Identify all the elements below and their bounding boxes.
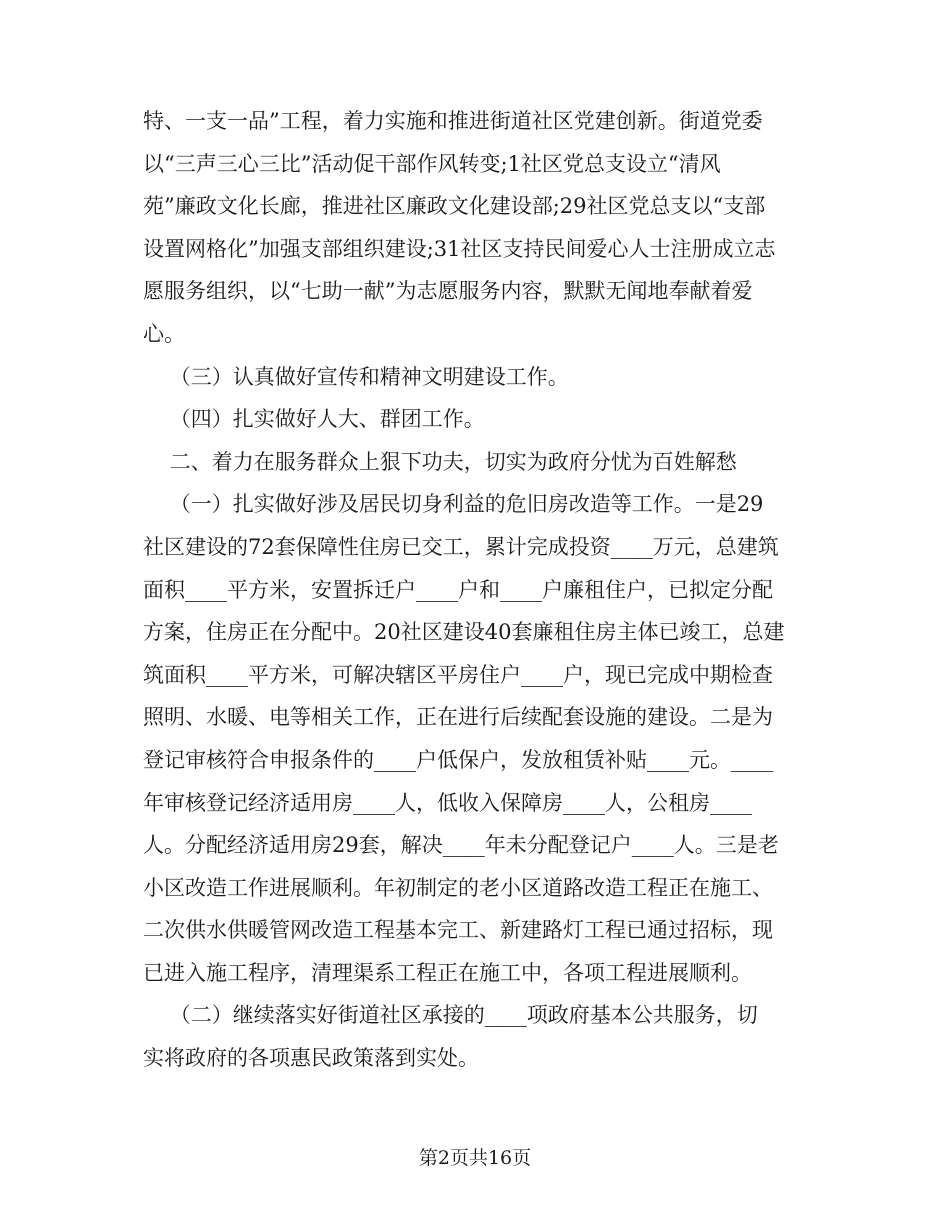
text-line: 方案，住房正在分配中。20社区建设40套廉租住房主体已竣工，总建 <box>143 620 785 645</box>
text-line: 筑面积____平方米，可解决辖区平房住户____户，现已完成中期检查 <box>143 662 773 687</box>
text-line: 已进入施工程序，清理渠系工程正在施工中，各项工程进展顺利。 <box>143 960 752 985</box>
text-line: 登记审核符合申报条件的____户低保户，发放租赁补贴____元。____ <box>143 747 773 772</box>
page-number: 第2页共16页 <box>418 1147 532 1169</box>
section-heading-3: （三）认真做好宣传和精神文明建设工作。 <box>143 364 569 389</box>
text-line: 年审核登记经济适用房____人，低收入保障房____人，公租房____ <box>143 790 752 815</box>
text-line: 小区改造工作进展顺利。年初制定的老小区道路改造工程正在施工、 <box>143 875 773 900</box>
text-line: 苑”廉政文化长廊，推进社区廉政文化建设部;29社区党总支以“支部 <box>143 194 766 219</box>
text-line: 设置网格化”加强支部组织建设;31社区支持民间爱心人士注册成立志 <box>143 236 776 261</box>
text-line: 二次供水供暖管网改造工程基本完工、新建路灯工程已通过招标，现 <box>143 918 773 943</box>
section-heading-4: （四）扎实做好人大、群团工作。 <box>143 407 485 432</box>
text-line: 特、一支一品”工程，着力实施和推进街道社区党建创新。街道党委 <box>143 109 763 133</box>
text-line: 人。分配经济适用房29套，解决____年未分配登记户____人。三是老 <box>143 833 779 858</box>
chapter-heading-2: 二、着力在服务群众上狠下功夫，切实为政府分忧为百姓解愁 <box>143 449 737 474</box>
text-line: 心。 <box>143 321 185 346</box>
text-line: 面积____平方米，安置拆迁户____户和____户廉租住户，已拟定分配 <box>143 577 773 602</box>
text-line: （二）继续落实好街道社区承接的____项政府基本公共服务，切 <box>143 1003 758 1028</box>
text-line: 以“三声三心三比”活动促干部作风转变;1社区党总支设立“清风 <box>143 151 721 176</box>
body-text <box>143 100 808 1080</box>
text-line: （一）扎实做好涉及居民切身利益的危旧房改造等工作。一是29 <box>143 492 764 517</box>
text-line: 愿服务组织，以“七助一献”为志愿服务内容，默默无闻地奉献着爱 <box>143 279 753 304</box>
text-line: 照明、水暖、电等相关工作，正在进行后续配套设施的建设。二是为 <box>143 705 773 730</box>
text-line: 实将政府的各项惠民政策落到实处。 <box>143 1046 479 1071</box>
text-line: 社区建设的72套保障性住房已交工，累计完成投资____万元，总建筑 <box>143 534 779 559</box>
